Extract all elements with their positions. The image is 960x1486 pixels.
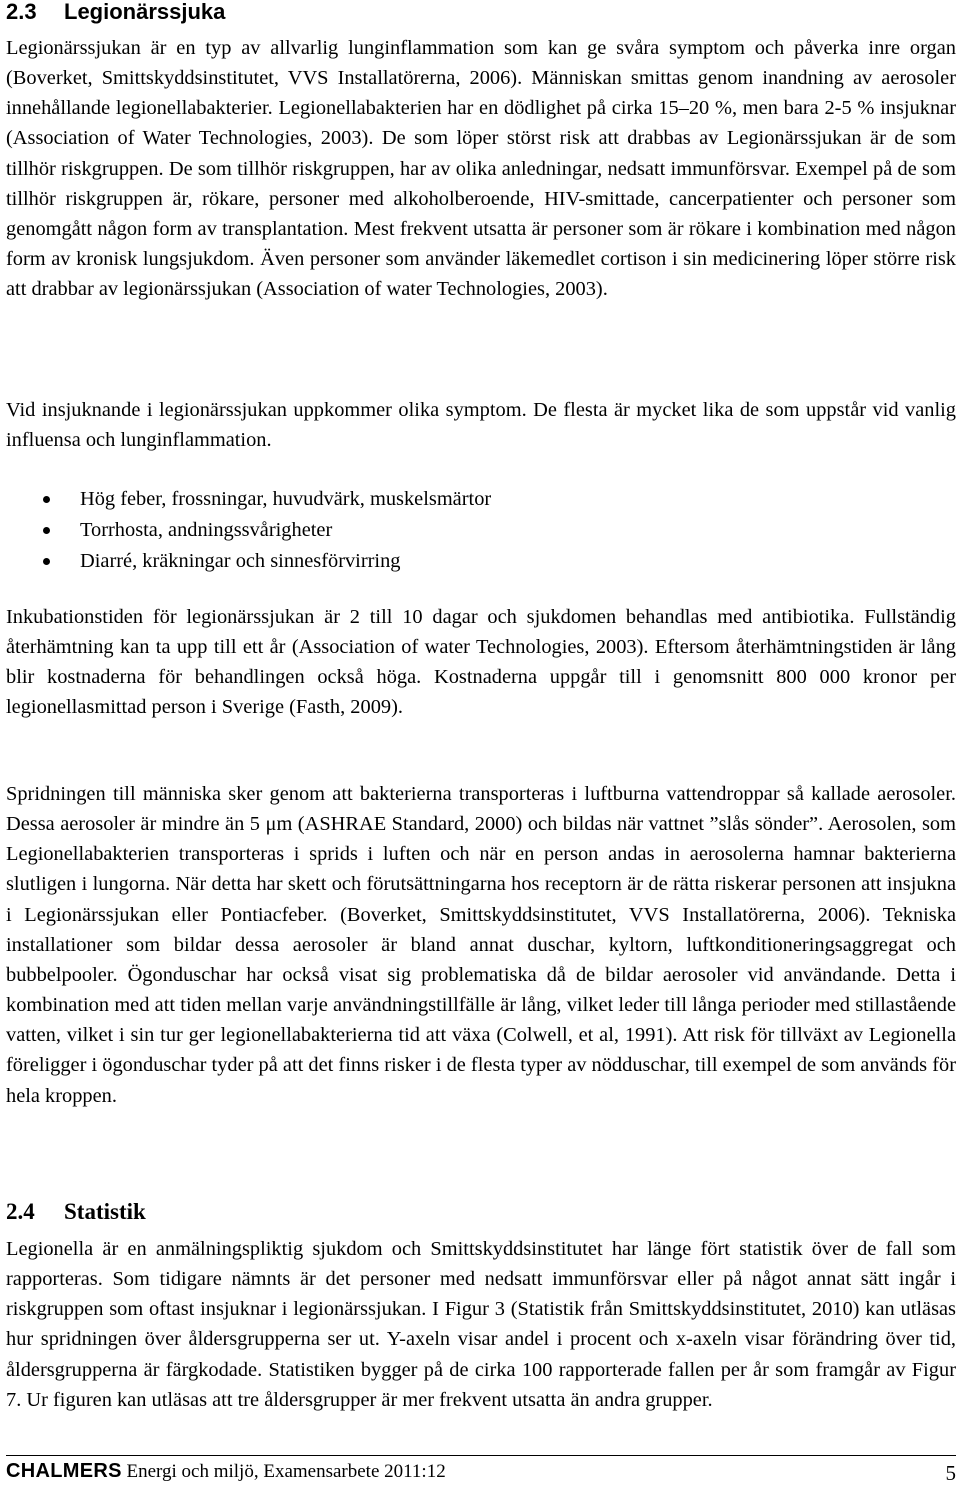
section-heading-2-3: [6, 0, 225, 27]
paragraph-incubation: Inkubationstiden för legionärssjukan är 2 till 10 dagar och sjukdomen behandlas med antibiotika. Fullständig återhämtning kan ta upp till ett år (Association of water Technologies, 2003). Eftersom återhämtningstiden är lång blir kostnaderna för behandlingen också höga. Kostnaderna uppgår till i genomsnitt 800 000 kronor per legionellasmittad person i Sverige (Fasth, 2009).: [6, 606, 956, 719]
footer-brand: CHALMERS: [6, 1460, 122, 1482]
section-title: Legionärssjuka: [64, 0, 226, 24]
symptom-text: Torrhosta, andningssvårigheter: [80, 519, 333, 541]
section-heading-2-4: [6, 1197, 146, 1227]
list-item: [6, 484, 956, 515]
section-number: 2.3: [6, 0, 37, 24]
paragraph-statistics: Legionella är en anmälningspliktig sjukdom och Smittskyddsinstitutet har länge fört statistik över de fall som rapporteras. Som tidigare nämnts är det personer med nedsatt immunförsvar eller på något annat sätt ingår i riskgruppen som oftast insjuknar i legionärssjukan. I Figur 3 (Statistik från Smittskyddsinstitutet, 2010) kan utläsas hur spridningen över åldersgrupperna ser ut. Y-axeln visar andel i procent och x-axeln visar förändring över tid, åldersgrupperna är färgkodade. Statistiken bygger på de cirka 100 rapporterade fallen per år som framgår av Figur 7. Ur figuren kan utläsas att tre åldersgrupper är mer frekvent utsatta än andra grupper.: [6, 1238, 956, 1411]
symptom-list: [6, 484, 956, 577]
paragraph-symptoms-intro: Vid insjuknande i legionärssjukan uppkommer olika symptom. De flesta är mycket lika de som uppstår vid vanlig influensa och lunginflammation.: [6, 399, 956, 452]
page-footer: [6, 1458, 956, 1484]
page-number: 5: [945, 1461, 956, 1485]
list-item: [6, 546, 956, 577]
bullet-icon: [43, 527, 50, 534]
bullet-icon: [43, 496, 50, 503]
list-item: [6, 515, 956, 546]
footer-divider: [6, 1455, 956, 1456]
footer-subtitle: Energi och miljö, Examensarbete 2011:12: [126, 1461, 446, 1482]
symptom-text: Hög feber, frossningar, huvudvärk, muskelsmärtor: [80, 488, 492, 510]
symptom-text: Diarré, kräkningar och sinnesförvirring: [80, 550, 401, 572]
paragraph-transmission: Spridningen till människa sker genom att bakterierna transporteras i luftburna vattendroppar så kallade aerosoler. Dessa aerosoler är mindre än 5 μm (ASHRAE Standard, 2000) och bildas när vattnet ”slås sönder”. Aerosolen, som Legionellabakterien transporteras i sprids i luften och när en person andas in aerosolerna hamnar bakterierna slutligen i lungorna. När detta har skett och förutsättningarna hos receptorn är de rätta riskerar personen att insjukna i Legionärssjukan eller Pontiacfeber. (Boverket, Smittskyddsinstitutet, VVS Installatörerna, 2006). Tekniska installationer som bildar dessa aerosoler är bland annat duschar, kyltorn, luftkonditioneringsaggregat och bubbelpooler. Ögonduschar har också visat sig problematiska då de bildar aerosoler vid användande. Detta i kombination med att tiden mellan varje användningstillfälle är lång, vilket leder till långa perioder med stillastående vatten, vilket i sin tur ger legionellabakterierna tid att växa (Colwell, et al, 1991). Att risk för tillväxt av Legionella föreligger i ögonduschar tyder på att det finns risker i de flesta typer av nödduschar, till exempel de som används för hela kroppen.: [6, 783, 956, 1107]
paragraph-legionnaires-intro: Legionärssjukan är en typ av allvarlig lunginflammation som kan ge svåra symptom och påverka inre organ (Boverket, Smittskyddsinstitutet, VVS Installatörerna, 2006). Människan smittas genom inandning av aerosoler innehållande legionellabakterier. Legionellabakterien har en dödlighet på cirka 15–20 %, men bara 2-5 % insjuknar (Association of Water Technologies, 2003). De som löper störst risk att drabbas av Legionärssjukan är de som tillhör riskgruppen. De som tillhör riskgruppen, har av olika anledningar, nedsatt immunförsvar. Exempel på de som tillhör riskgruppen är, rökare, personer med alkoholberoende, HIV-smittade, cancerpatienter och personer som genomgått någon form av transplantation. Mest frekvent utsatta är personer som är rökare i kombination med någon form av kronisk lungsjukdom. Även personer som använder läkemedlet cortison i sin medicinering löper större risk att drabbar av legionärssjukan (Association of water Technologies, 2003).: [6, 37, 956, 301]
section-title: Statistik: [64, 1199, 146, 1224]
section-number: 2.4: [6, 1199, 35, 1224]
bullet-icon: [43, 558, 50, 565]
